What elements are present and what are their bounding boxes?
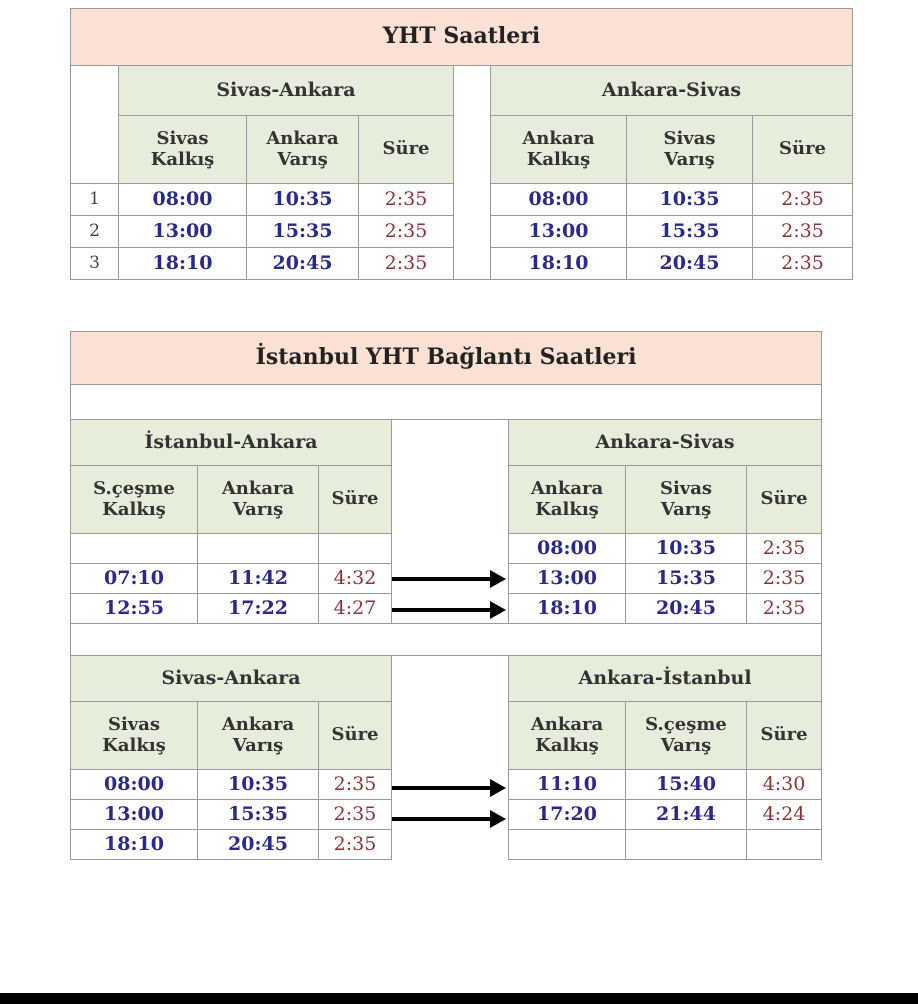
time-cell: 12:55 xyxy=(71,594,198,624)
time-cell: 13:00 xyxy=(71,800,198,830)
col-header: Süre xyxy=(753,116,853,184)
col-header: Süre xyxy=(747,466,822,534)
time-cell: 15:35 xyxy=(247,216,359,248)
arrow-gap xyxy=(392,420,509,624)
duration-cell: 4:24 xyxy=(747,800,822,830)
yht-schedule-table xyxy=(70,8,853,280)
time-cell xyxy=(198,534,319,564)
time-cell xyxy=(509,830,626,860)
row-index: 1 xyxy=(71,184,119,216)
col-header: Sivas Varış xyxy=(627,116,753,184)
col-header: Ankara Kalkış xyxy=(491,116,627,184)
group-ankara-istanbul: Ankara-İstanbul xyxy=(509,656,822,702)
time-cell: 07:10 xyxy=(71,564,198,594)
duration-cell: 2:35 xyxy=(747,534,822,564)
time-cell: 15:35 xyxy=(198,800,319,830)
duration-cell: 2:35 xyxy=(319,830,392,860)
duration-cell: 2:35 xyxy=(359,248,454,280)
col-header: Süre xyxy=(359,116,454,184)
time-cell: 08:00 xyxy=(71,770,198,800)
time-cell: 10:35 xyxy=(627,184,753,216)
connection-arrow-icon xyxy=(392,608,492,612)
duration-cell xyxy=(747,830,822,860)
duration-cell: 2:35 xyxy=(747,564,822,594)
duration-cell: 2:35 xyxy=(359,184,454,216)
duration-cell: 2:35 xyxy=(319,800,392,830)
time-cell: 20:45 xyxy=(627,248,753,280)
time-cell: 10:35 xyxy=(198,770,319,800)
col-header: S.çeşme Kalkış xyxy=(71,466,198,534)
group-ankara-sivas: Ankara-Sivas xyxy=(491,66,853,116)
time-cell: 20:45 xyxy=(198,830,319,860)
col-header: Süre xyxy=(319,466,392,534)
istanbul-connection-table xyxy=(70,331,822,860)
connection-arrow-icon xyxy=(392,786,492,790)
col-header: Sivas Varış xyxy=(626,466,747,534)
time-cell: 21:44 xyxy=(626,800,747,830)
group-ankara-sivas: Ankara-Sivas xyxy=(509,420,822,466)
arrow-gap xyxy=(392,656,509,860)
table-title: İstanbul YHT Bağlantı Saatleri xyxy=(71,332,822,385)
time-cell: 18:10 xyxy=(119,248,247,280)
time-cell: 08:00 xyxy=(509,534,626,564)
duration-cell: 2:35 xyxy=(319,770,392,800)
time-cell: 18:10 xyxy=(491,248,627,280)
time-cell: 11:10 xyxy=(509,770,626,800)
duration-cell: 2:35 xyxy=(753,216,853,248)
time-cell: 10:35 xyxy=(247,184,359,216)
col-header: Ankara Kalkış xyxy=(509,466,626,534)
col-header: Ankara Varış xyxy=(247,116,359,184)
duration-cell: 4:30 xyxy=(747,770,822,800)
time-cell: 13:00 xyxy=(509,564,626,594)
connection-arrow-icon xyxy=(392,577,492,581)
time-cell: 08:00 xyxy=(491,184,627,216)
row-index: 2 xyxy=(71,216,119,248)
duration-cell: 2:35 xyxy=(753,248,853,280)
col-header: Ankara Varış xyxy=(198,466,319,534)
group-sivas-ankara: Sivas-Ankara xyxy=(119,66,454,116)
time-cell: 18:10 xyxy=(71,830,198,860)
time-cell: 08:00 xyxy=(119,184,247,216)
col-header: Ankara Varış xyxy=(198,702,319,770)
time-cell: 17:22 xyxy=(198,594,319,624)
group-istanbul-ankara: İstanbul-Ankara xyxy=(71,420,392,466)
connection-arrow-icon xyxy=(392,817,492,821)
spacer-column xyxy=(454,66,491,280)
col-header: S.çeşme Varış xyxy=(626,702,747,770)
col-header: Süre xyxy=(319,702,392,770)
duration-cell: 2:35 xyxy=(747,594,822,624)
time-cell: 13:00 xyxy=(491,216,627,248)
time-cell: 17:20 xyxy=(509,800,626,830)
time-cell: 15:35 xyxy=(626,564,747,594)
time-cell: 11:42 xyxy=(198,564,319,594)
row-index: 3 xyxy=(71,248,119,280)
duration-cell: 4:27 xyxy=(319,594,392,624)
bottom-black-bar xyxy=(0,993,918,1004)
duration-cell: 2:35 xyxy=(359,216,454,248)
time-cell: 13:00 xyxy=(119,216,247,248)
table-title: YHT Saatleri xyxy=(71,9,853,66)
time-cell: 18:10 xyxy=(509,594,626,624)
duration-cell: 2:35 xyxy=(753,184,853,216)
time-cell: 15:35 xyxy=(627,216,753,248)
time-cell: 10:35 xyxy=(626,534,747,564)
index-header-blank xyxy=(71,66,119,184)
time-cell xyxy=(626,830,747,860)
duration-cell: 4:32 xyxy=(319,564,392,594)
blank-row xyxy=(71,624,822,656)
time-cell: 20:45 xyxy=(626,594,747,624)
col-header: Ankara Kalkış xyxy=(509,702,626,770)
time-cell xyxy=(71,534,198,564)
time-cell: 15:40 xyxy=(626,770,747,800)
time-cell: 20:45 xyxy=(247,248,359,280)
col-header: Süre xyxy=(747,702,822,770)
duration-cell xyxy=(319,534,392,564)
col-header: Sivas Kalkış xyxy=(71,702,198,770)
col-header: Sivas Kalkış xyxy=(119,116,247,184)
blank-row xyxy=(71,385,822,420)
group-sivas-ankara: Sivas-Ankara xyxy=(71,656,392,702)
